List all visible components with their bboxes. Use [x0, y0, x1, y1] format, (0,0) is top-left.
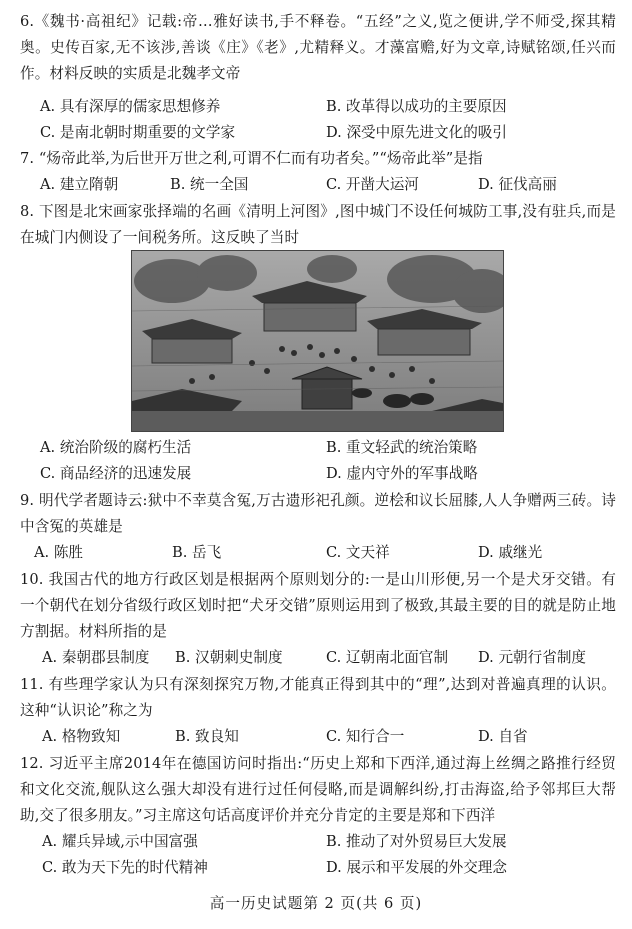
question-10-stem: 10. 我国古代的地方行政区划是根据两个原则划分的:一是山川形便,另一个是犬牙交错。有一个朝代在划分省级行政区划时把“犬牙交错”原则运用到了极致,其最主要的目的就是防止地方割据。材料所指的是	[20, 571, 616, 640]
question-12-options	[20, 856, 620, 880]
option-b: B. 致良知	[175, 728, 239, 745]
option-d: D. 征伐高丽	[478, 176, 557, 193]
option-c: C. 商品经济的迅速发展	[40, 465, 192, 482]
painting-illustration	[132, 251, 503, 431]
question-7-stem: 7. “炀帝此举,为后世开万世之利,可谓不仁而有功者矣。”“炀帝此举”是指	[20, 150, 483, 167]
option-a: A. 秦朝郡县制度	[42, 649, 150, 666]
option-d: D. 虚内守外的军事战略	[326, 465, 478, 482]
option-b: B. 汉朝刺史制度	[175, 649, 283, 666]
option-a: A. 陈胜	[34, 544, 84, 561]
option-d: D. 展示和平发展的外交理念	[326, 859, 507, 876]
question-9-stem: 9. 明代学者题诗云:狱中不幸莫含冤,万古遗形祀孔颜。逆桧和议长屈膝,人人争赠两三砖。诗中含冤的英雄是	[20, 492, 616, 535]
option-b: B. 统一全国	[170, 176, 249, 193]
option-d: D. 元朝行省制度	[478, 649, 587, 666]
option-b: B. 重文轻武的统治策略	[326, 439, 478, 456]
option-d: D. 戚继光	[478, 544, 543, 561]
question-7-options	[20, 173, 620, 197]
option-c: C. 知行合一	[326, 728, 405, 745]
option-c: C. 敢为天下先的时代精神	[42, 859, 208, 876]
question-8-options	[20, 436, 620, 460]
option-b: B. 改革得以成功的主要原因	[326, 98, 507, 115]
option-b: B. 岳飞	[172, 544, 222, 561]
option-a: A. 耀兵异域,示中国富强	[42, 833, 198, 850]
question-8-stem: 8. 下图是北宋画家张择端的名画《清明上河图》,图中城门不设任何城防工事,没有驻兵,而是在城门内侧设了一间税务所。这反映了当时	[20, 203, 616, 246]
qingming-painting-image	[131, 250, 504, 432]
option-a: A. 具有深厚的儒家思想修养	[40, 98, 221, 115]
question-6-options	[20, 121, 620, 145]
option-d: D. 深受中原先进文化的吸引	[326, 124, 507, 141]
option-b: B. 推动了对外贸易巨大发展	[326, 833, 507, 850]
option-c: C. 开凿大运河	[326, 176, 419, 193]
option-d: D. 自省	[478, 728, 528, 745]
page-footer: 高一历史试题第 2 页(共 6 页)	[209, 895, 423, 912]
option-a: A. 建立隋朝	[40, 176, 119, 193]
option-c: C. 辽朝南北面官制	[326, 649, 449, 666]
question-11-stem: 11. 有些理学家认为只有深刻探究万物,才能真正得到其中的“理”,达到对普遍真理的认识。这种“认识论”称之为	[20, 676, 616, 719]
option-a: A. 格物致知	[42, 728, 121, 745]
question-6-stem: 6.《魏书·高祖纪》记载:帝…雅好读书,手不释卷。“五经”之义,览之便讲,学不师受,探其精奥。史传百家,无不该涉,善谈《庄》《老》,尤精释义。才藻富赡,好为文章,诗赋铭颂,任兴而作。材料反映的实质是北魏孝文帝	[20, 13, 616, 82]
question-12-options	[20, 830, 620, 854]
option-a: A. 统治阶级的腐朽生活	[40, 439, 192, 456]
question-12-stem: 12. 习近平主席2014年在德国访问时指出:“历史上郑和下西洋,通过海上丝绸之路推行经贸和文化交流,舰队这么强大却没有进行过任何侵略,而是调解纠纷,打击海盗,给予邻邦巨大帮助,交了很多朋友。”习主席这句话高度评价并充分肯定的主要是郑和下西洋	[20, 755, 616, 824]
question-6-options	[20, 95, 620, 119]
question-9-options	[20, 541, 620, 565]
question-11-options	[20, 725, 620, 749]
question-10-options	[20, 646, 620, 670]
option-c: C. 是南北朝时期重要的文学家	[40, 124, 236, 141]
option-c: C. 文天祥	[326, 544, 390, 561]
question-8-options	[20, 462, 620, 486]
